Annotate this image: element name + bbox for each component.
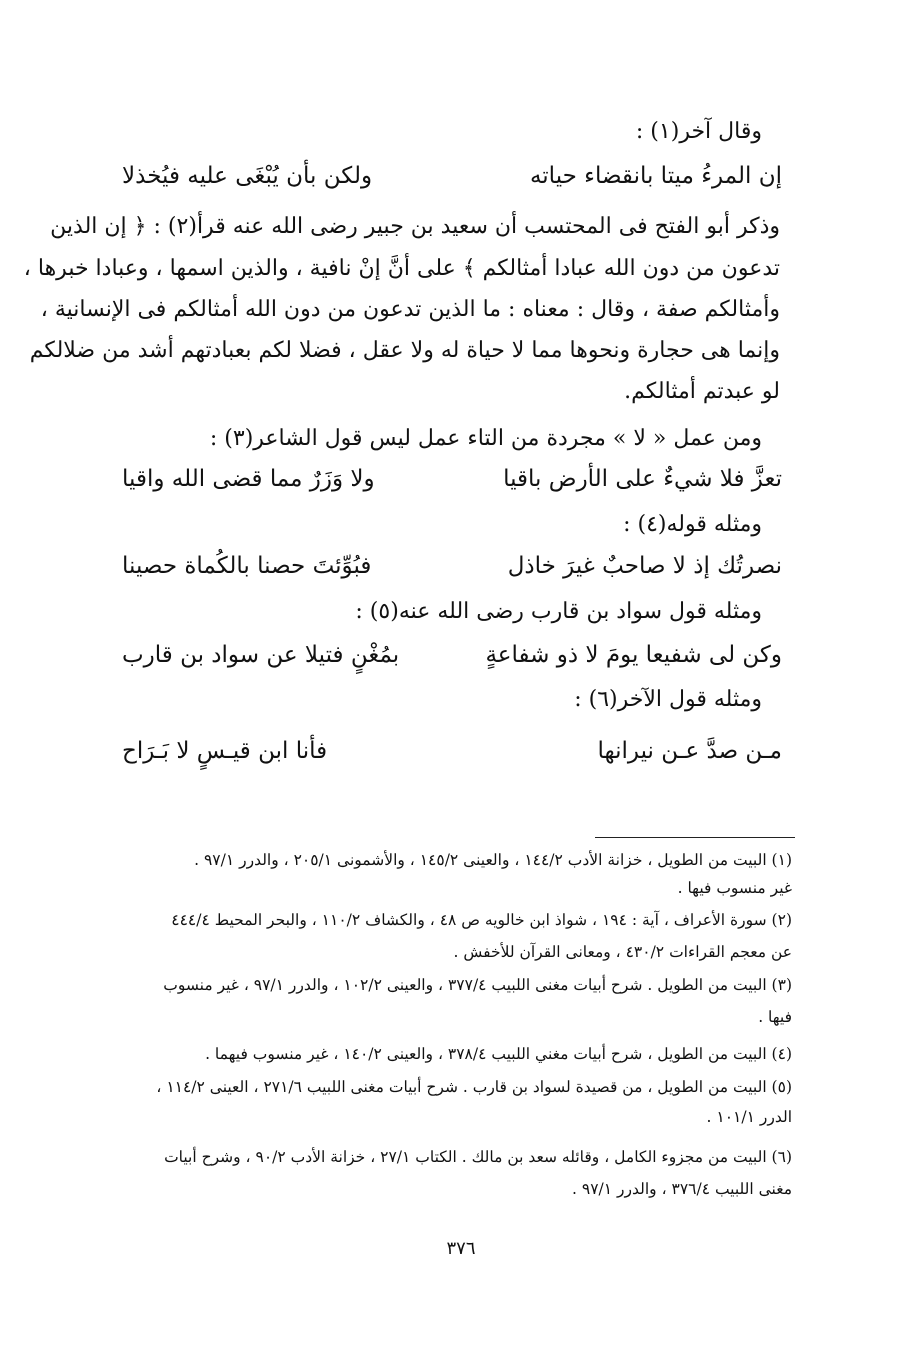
verse-1 (122, 160, 782, 192)
intro-line-1: وقال آخر(١) : (635, 119, 762, 144)
footnote-1-line-2: غير منسوب فيها . (677, 879, 792, 897)
verse-2 (122, 463, 782, 495)
footnote-3-line-2: فيها . (758, 1008, 792, 1026)
verse-5-first-hemistich: مـن صدَّ عـن نيرانها (597, 738, 782, 764)
footnote-2-line-1: (٢) سورة الأعراف ، آية : ١٩٤ ، شواذ ابن خالويه ص ٤٨ ، والكشاف ١١٠/٢ ، والبحر المحيط ٤٤٤/٤ (171, 911, 792, 929)
footnote-separator (595, 837, 795, 838)
intro-line-5: ومثله قول الآخر(٦) : (574, 687, 762, 712)
paragraph-line-5: لو عبدتم أمثالكم. (624, 379, 780, 404)
verse-4 (122, 639, 782, 671)
verse-3 (122, 550, 782, 582)
verse-4-first-hemistich: وكن لى شفيعا يومَ لا ذو شفاعةٍ (485, 642, 782, 668)
footnote-3-line-1: (٣) البيت من الطويل . شرح أبيات مغنى اللبيب ٣٧٧/٤ ، والعينى ١٠٢/٢ ، والدرر ٩٧/١ ، غير منسوب (163, 976, 792, 994)
footnote-2-line-2: عن معجم القراءات ٤٣٠/٢ ، ومعانى القرآن للأخفش . (453, 943, 792, 961)
verse-2-first-hemistich: تعزَّ فلا شيءٌ على الأرض باقيا (503, 466, 782, 492)
footnote-5-line-1: (٥) البيت من الطويل ، من قصيدة لسواد بن قارب . شرح أبيات مغنى اللبيب ٢٧١/٦ ، العينى ١١٤/٢ ، (156, 1078, 792, 1096)
verse-3-first-hemistich: نصرتُك إذ لا صاحبٌ غيرَ خاذل (507, 553, 782, 579)
footnote-1-line-1: (١) البيت من الطويل ، خزانة الأدب ١٤٤/٢ ، والعينى ١٤٥/٢ ، والأشمونى ٢٠٥/١ ، والدرر ٩٧/١ . (194, 851, 792, 869)
paragraph-line-2: تدعون من دون الله عبادا أمثالكم ﴾ على أنَّ إنْ نافية ، والذين اسمها ، وعبادا خبرها ، (23, 256, 780, 281)
intro-line-2: ومن عمل « لا » مجردة من التاء عمل ليس قول الشاعر(٣) : (209, 426, 762, 451)
paragraph-line-1: وذكر أبو الفتح فى المحتسب أن سعيد بن جبير رضى الله عنه قرأ(٢) : ﴿ إن الذين (50, 214, 780, 239)
footnote-4-line-1: (٤) البيت من الطويل ، شرح أبيات مغني اللبيب ٣٧٨/٤ ، والعينى ١٤٠/٢ ، غير منسوب فيهما . (205, 1045, 792, 1063)
intro-line-3: ومثله قوله(٤) : (623, 512, 762, 537)
paragraph-line-4: وإنما هى حجارة ونحوها مما لا حياة له ولا عقل ، فضلا لكم بعبادتهم أشد من ضلالكم (29, 338, 780, 363)
verse-1-first-hemistich: إن المرءُ ميتا بانقضاء حياته (529, 163, 782, 189)
footnote-6-line-2: مغنى اللبيب ٣٧٦/٤ ، والدرر ٩٧/١ . (572, 1180, 792, 1198)
verse-2-second-hemistich: ولا وَزَرٌ مما قضى الله واقيا (122, 466, 375, 492)
paragraph-line-3: وأمثالكم صفة ، وقال : معناه : ما الذين تدعون من دون الله أمثالكم فى الإنسانية ، (40, 297, 780, 322)
verse-1-second-hemistich: ولكن بأن يُبْغَى عليه فيُخذلا (122, 163, 373, 189)
verse-4-second-hemistich: بمُغْنٍ فتيلا عن سواد بن قارب (122, 642, 400, 668)
footnote-5-line-2: الدرر ١٠١/١ . (706, 1108, 792, 1126)
intro-line-4: ومثله قول سواد بن قارب رضى الله عنه(٥) : (355, 599, 762, 624)
verse-5 (122, 735, 782, 767)
verse-5-second-hemistich: فأنا ابن قيـسٍ لا بَـرَاح (122, 738, 328, 764)
footnote-6-line-1: (٦) البيت من مجزوء الكامل ، وقائله سعد بن مالك . الكتاب ٢٧/١ ، خزانة الأدب ٩٠/٢ ، وشرح أبيات (164, 1148, 792, 1166)
page-number: ٣٧٦ (446, 1238, 476, 1259)
verse-3-second-hemistich: فبُوِّئتَ حصنا بالكُماة حصينا (122, 553, 372, 579)
